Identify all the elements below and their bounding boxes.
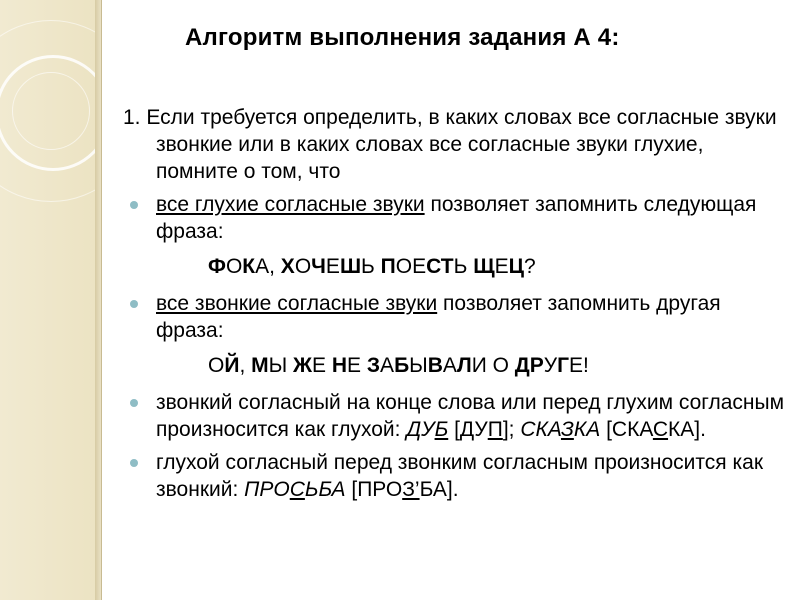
bullet-item	[118, 389, 788, 443]
phrase-segment: Е	[325, 255, 340, 278]
intro-text: Если требуется определить, в каких словах все согласные звуки звонкие или в каких словах все согласные звуки глухие, помните о том, что	[146, 106, 777, 183]
phrase-segment: О	[225, 255, 243, 278]
phrase-segment: СТ	[426, 255, 454, 278]
phrase-segment: К	[242, 255, 256, 278]
phrase-segment: Ш	[339, 255, 362, 278]
phrase-segment: Е!	[569, 354, 589, 377]
phrase-segment: Ц	[508, 255, 524, 278]
decorative-ring-inner	[12, 72, 90, 150]
example-transcription: [ДУП];	[454, 418, 521, 441]
bullet-item	[118, 191, 788, 245]
phrase-segment: Е	[494, 255, 509, 278]
intro-paragraph	[118, 104, 788, 185]
phrase-segment: А	[380, 354, 395, 377]
example-word: ПРОСЬБА	[244, 478, 346, 501]
phrase-segment: М	[251, 354, 269, 377]
phrase-segment: Ф	[208, 255, 226, 278]
example-word: СКАЗКА	[520, 418, 601, 441]
phrase-segment: Л	[456, 354, 472, 377]
bullet-underlined: все глухие согласные звуки	[156, 193, 425, 216]
bullet-text: позволяет запомнить другая фраза:	[156, 292, 721, 342]
mnemonic-phrase-voiced	[118, 352, 788, 379]
bullet-dot-icon	[130, 459, 138, 467]
example-transcription: [СКАСКА].	[600, 418, 706, 441]
phrase-segment: О	[492, 354, 515, 377]
phrase-segment: Г	[557, 354, 570, 377]
slide-content	[118, 104, 788, 509]
phrase-segment: Щ	[473, 255, 495, 278]
bullet-text: звонкий согласный на конце слова или перед глухим согласным произносится как глухой:	[156, 391, 785, 441]
phrase-segment: Й	[224, 354, 240, 377]
slide-title: Алгоритм выполнения задания А 4:	[185, 24, 620, 51]
phrase-segment: О	[208, 354, 225, 377]
phrase-segment: Х	[280, 255, 295, 278]
intro-number: 1.	[123, 106, 141, 129]
phrase-segment: Н	[331, 354, 348, 377]
phrase-segment: ?	[523, 255, 536, 278]
phrase-segment: Ь	[361, 255, 381, 278]
bullet-dot-icon	[130, 399, 138, 407]
bullet-dot-icon	[130, 201, 138, 209]
side-divider-line	[101, 0, 102, 600]
phrase-segment: Б	[394, 354, 410, 377]
bullet-dot-icon	[130, 300, 138, 308]
phrase-segment: В	[427, 354, 443, 377]
phrase-segment: А,	[255, 255, 281, 278]
phrase-segment: З	[366, 354, 381, 377]
bullet-text: глухой согласный перед звонким согласным произносится как звонкий:	[156, 451, 764, 501]
decorative-side-panel	[0, 0, 95, 600]
phrase-segment: А	[442, 354, 457, 377]
phrase-segment: Е	[312, 354, 332, 377]
phrase-segment: ДР	[514, 354, 544, 377]
phrase-segment: Ы	[268, 354, 294, 377]
mnemonic-phrase-voiceless	[118, 253, 788, 280]
phrase-segment: Е	[347, 354, 367, 377]
example-transcription: [ПРОЗ’БА].	[345, 478, 459, 501]
phrase-segment: И	[471, 354, 493, 377]
bullet-text: позволяет запомнить следующая фраза:	[156, 193, 757, 243]
bullet-underlined: все звонкие согласные звуки	[156, 292, 438, 315]
phrase-segment: Ь	[453, 255, 474, 278]
bullet-item	[118, 290, 788, 344]
phrase-segment: ОЕ	[395, 255, 427, 278]
phrase-segment: Ч	[311, 255, 326, 278]
bullet-item	[118, 449, 788, 503]
example-word: ДУБ	[406, 418, 449, 441]
phrase-segment: ,	[239, 354, 252, 377]
phrase-segment: Ж	[293, 354, 313, 377]
phrase-segment: У	[543, 354, 558, 377]
phrase-segment: О	[294, 255, 312, 278]
phrase-segment: Ы	[409, 354, 428, 377]
phrase-segment: П	[380, 255, 396, 278]
